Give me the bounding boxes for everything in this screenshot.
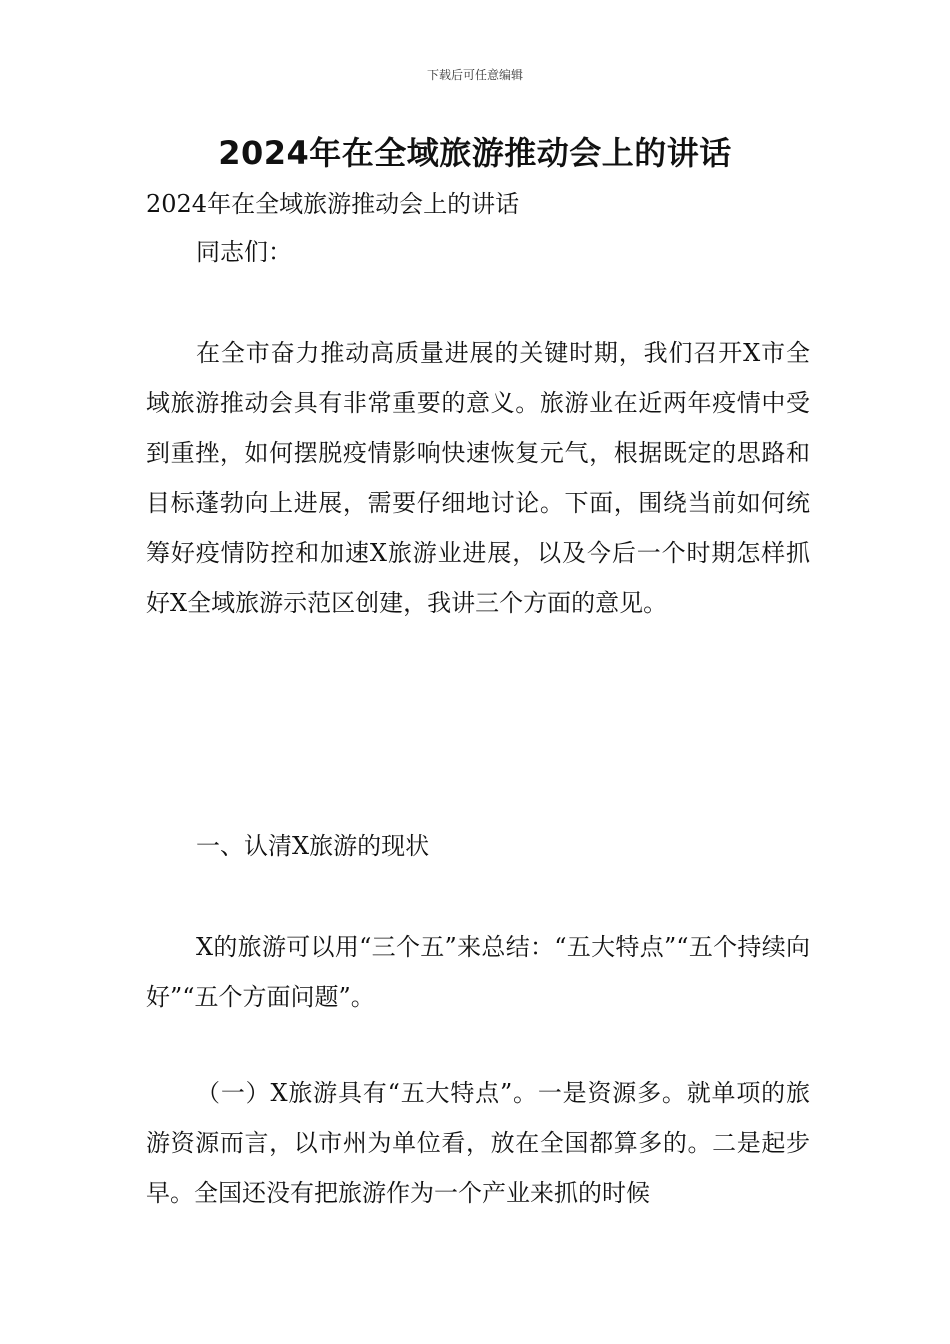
section-heading: 一、认清X旅游的现状 bbox=[196, 832, 430, 860]
paragraph-features: （一）X旅游具有“五大特点”。一是资源多。就单项的旅游资源而言，以市州为单位看，放在全国都算多的。二是起步早。全国还没有把旅游作为一个产业来抓的时候 bbox=[146, 1079, 810, 1207]
document-subtitle: 2024年在全域旅游推动会上的讲话 bbox=[146, 190, 520, 218]
salutation: 同志们： bbox=[196, 238, 292, 266]
paragraph-summary: X的旅游可以用“三个五”来总结：“五大特点”“五个持续向好”“五个方面问题”。 bbox=[146, 933, 810, 1011]
paragraph-intro: 在全市奋力推动高质量进展的关键时期，我们召开X市全域旅游推动会具有非常重要的意义。旅游业在近两年疫情中受到重挫，如何摆脱疫情影响快速恢复元气，根据既定的思路和目标蓬勃向上进展，需要仔细地讨论。下面，围绕当前如何统筹好疫情防控和加速X旅游业进展，以及今后一个时期怎样抓好X全域旅游示范区创建，我讲三个方面的意见。 bbox=[146, 339, 810, 617]
page-header-note: 下载后可任意编辑 bbox=[426, 68, 523, 82]
document-title: 2024年在全域旅游推动会上的讲话 bbox=[218, 134, 732, 172]
